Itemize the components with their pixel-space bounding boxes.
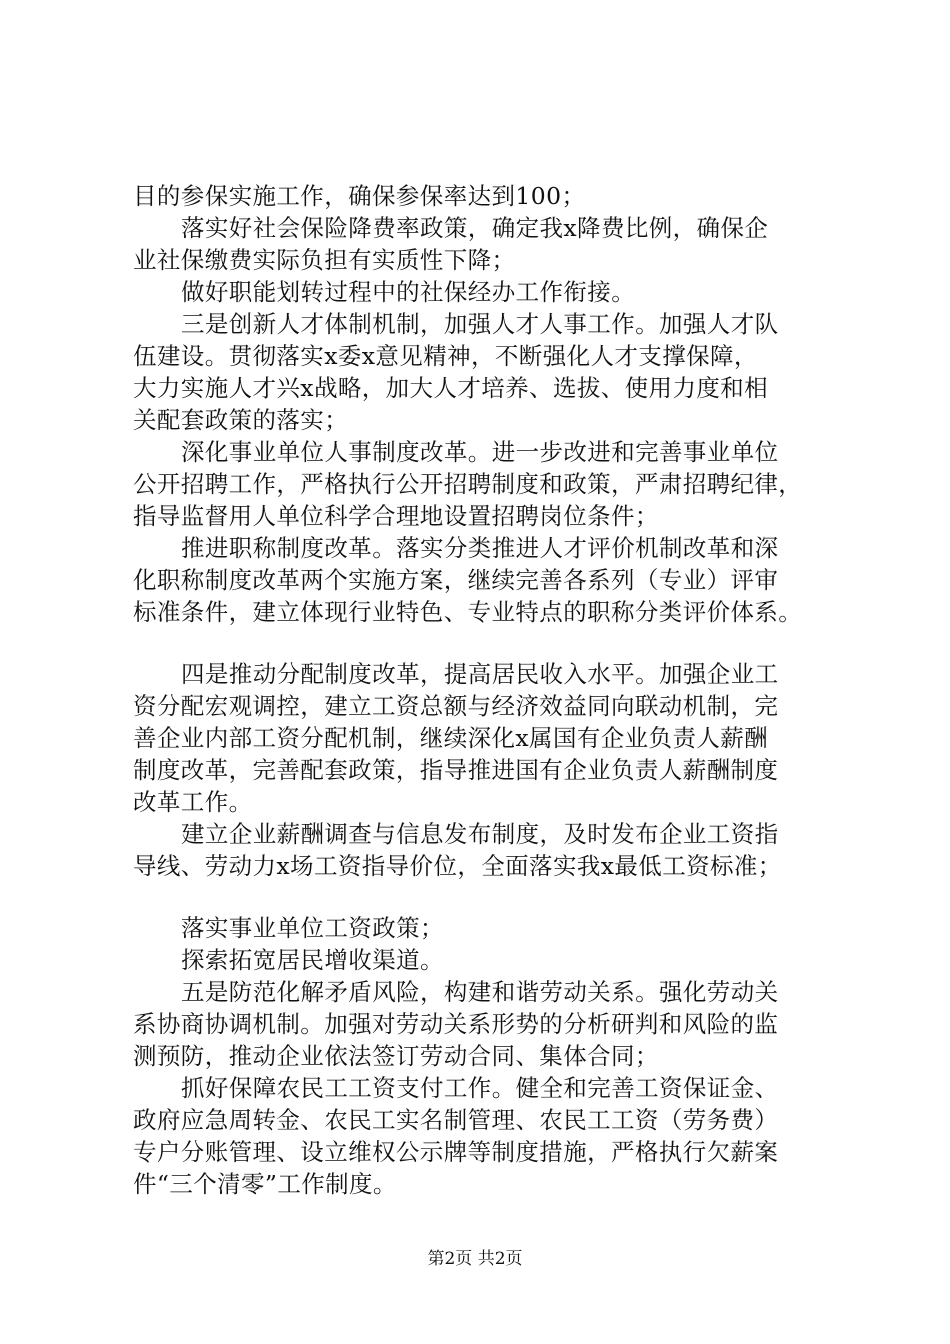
text-line: 标准条件，建立体现行业特色、专业特点的职称分类评价体系。 [133, 598, 803, 626]
text-line: 指导监督用人单位科学合理地设置招聘岗位条件； [133, 502, 659, 530]
text-line: 政府应急周转金、农民工实名制管理、农民工工资（劳务费） [133, 1106, 779, 1134]
text-line: 做好职能划转过程中的社保经办工作衔接。 [181, 278, 636, 306]
text-line: 导线、劳动力x场工资指导价位，全面落实我x最低工资标准； [133, 852, 782, 880]
text-line: 目的参保实施工作，确保参保率达到100； [133, 182, 586, 210]
text-line: 制度改革，完善配套政策，指导推进国有企业负责人薪酬制度 [133, 756, 779, 784]
text-line: 测预防，推动企业依法签订劳动合同、集体合同； [133, 1042, 659, 1070]
text-line: 落实事业单位工资政策； [181, 914, 444, 942]
text-line: 建立企业薪酬调查与信息发布制度，及时发布企业工资指 [181, 820, 779, 848]
text-line: 化职称制度改革两个实施方案，继续完善各系列（专业）评审 [133, 566, 779, 594]
document-body [133, 180, 853, 1200]
text-line: 伍建设。贯彻落实x委x意见精神，不断强化人才支撑保障， [133, 342, 758, 370]
text-line: 四是推动分配制度改革，提高居民收入水平。加强企业工 [181, 660, 779, 688]
text-line: 深化事业单位人事制度改革。进一步改进和完善事业单位 [181, 438, 779, 466]
text-line: 专户分账管理、设立维权公示牌等制度措施，严格执行欠薪案 [133, 1138, 779, 1166]
text-line: 资分配宏观调控，建立工资总额与经济效益同向联动机制，完 [133, 692, 779, 720]
text-line: 五是防范化解矛盾风险，构建和谐劳动关系。强化劳动关 [181, 978, 779, 1006]
text-line: 改革工作。 [133, 788, 253, 816]
text-line: 三是创新人才体制机制，加强人才人事工作。加强人才队 [181, 310, 779, 338]
text-line: 业社保缴费实际负担有实质性下降； [133, 246, 516, 274]
text-line: 件“三个清零”工作制度。 [133, 1170, 397, 1198]
text-line: 善企业内部工资分配机制，继续深化x属国有企业负责人薪酬 [133, 724, 769, 752]
text-line: 大力实施人才兴x战略，加大人才培养、选拔、使用力度和相 [133, 374, 769, 402]
text-line: 探索拓宽居民增收渠道。 [181, 946, 444, 974]
text-line: 推进职称制度改革。落实分类推进人才评价机制改革和深 [181, 534, 779, 562]
text-line: 系协商协调机制。加强对劳动关系形势的分析研判和风险的监 [133, 1010, 779, 1038]
text-line: 公开招聘工作，严格执行公开招聘制度和政策，严肃招聘纪律， [133, 470, 803, 498]
page-footer [0, 1248, 950, 1270]
text-line: 关配套政策的落实； [133, 406, 349, 434]
page-number: 第2页 共2页 [427, 1249, 523, 1269]
text-line: 落实好社会保险降费率政策，确定我x降费比例，确保企 [181, 214, 769, 242]
text-line: 抓好保障农民工工资支付工作。健全和完善工资保证金、 [181, 1074, 779, 1102]
